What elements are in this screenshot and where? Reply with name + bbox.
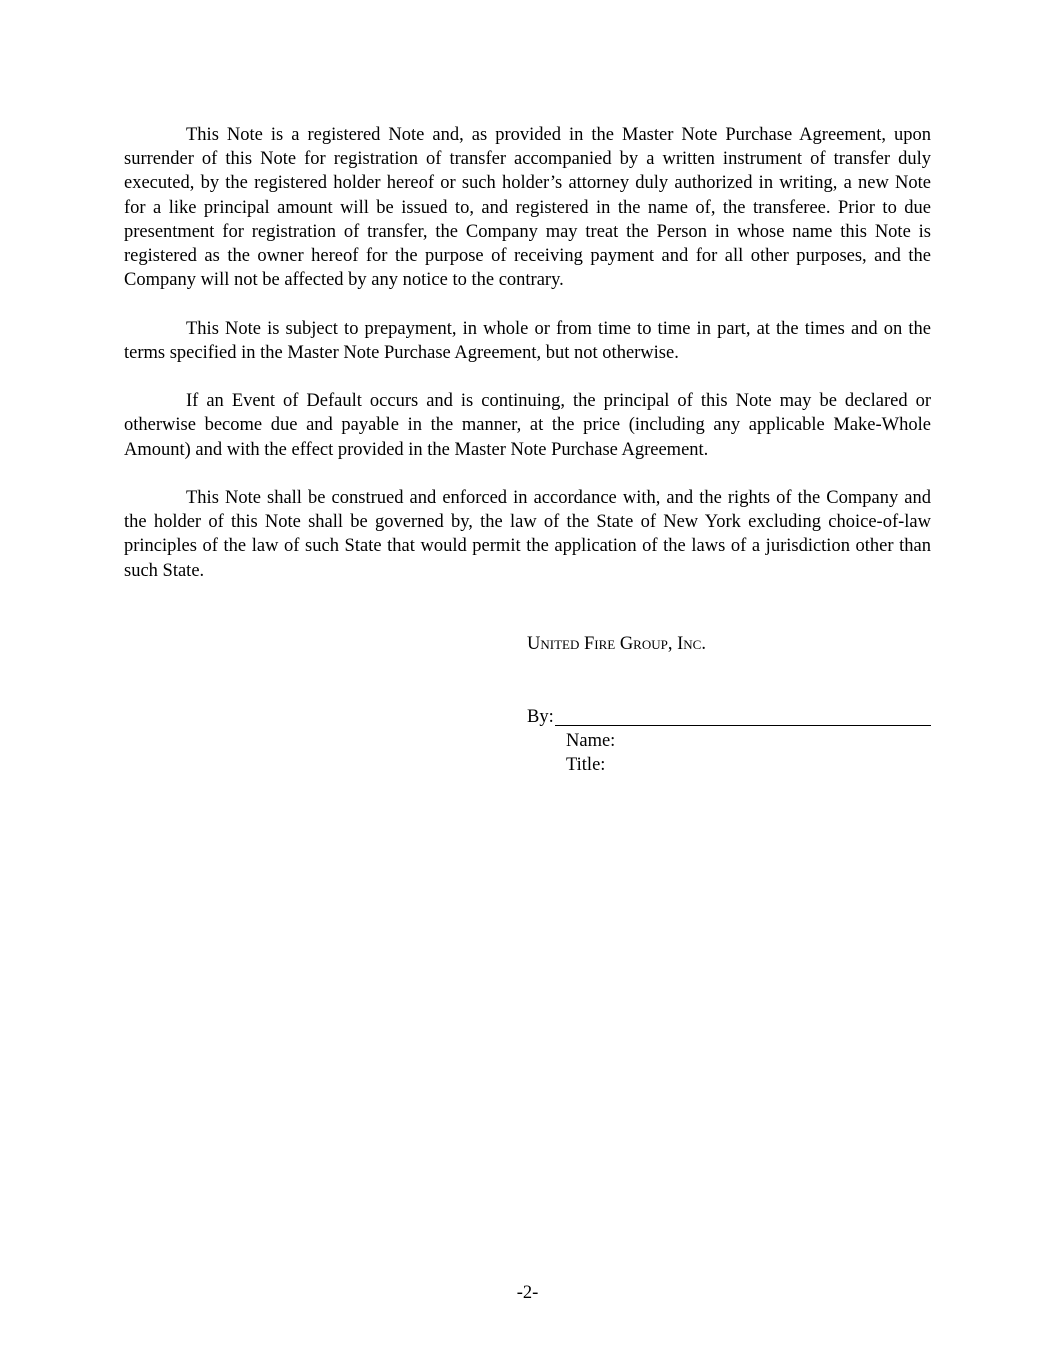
signature-rule bbox=[555, 707, 931, 726]
signature-block bbox=[527, 632, 931, 775]
paragraph-governing-law: This Note shall be construed and enforced in accordance with, and the rights of the Company and the holder of this Note shall be governed by, the law of the State of New York excluding choice-of-law principles of the law of such State that would permit the application of the laws of a jurisdiction other than such State. bbox=[124, 488, 931, 581]
title-label: Title: bbox=[566, 755, 606, 775]
signature-by-line bbox=[527, 705, 931, 729]
page-number: -2- bbox=[516, 1283, 539, 1303]
name-label: Name: bbox=[566, 731, 616, 751]
company-name: United Fire Group, Inc. bbox=[527, 634, 706, 654]
by-label: By: bbox=[527, 707, 554, 727]
paragraph-registration: This Note is a registered Note and, as provided in the Master Note Purchase Agreement, upon surrender of this Note for registration of transfer accompanied by a written instrument of transfer duly executed, by the registered holder hereof or such holder’s attorney duly authorized in writing, a new Note for a like principal amount will be issued to, and registered in the name of, the transferee. Prior to due presentment for registration of transfer, the Company may treat the Person in whose name this Note is registered as the owner hereof for the purpose of receiving payment and for all other purposes, and the Company will not be affected by any notice to the contrary. bbox=[124, 125, 931, 291]
paragraph-event-of-default: If an Event of Default occurs and is continuing, the principal of this Note may be declared or otherwise become due and payable in the manner, at the price (including any applicable Make-Whole Amount) and with the effect provided in the Master Note Purchase Agreement. bbox=[124, 391, 931, 460]
note-body bbox=[124, 123, 931, 607]
paragraph-prepayment: This Note is subject to prepayment, in whole or from time to time in part, at the times and on the terms specified in the Master Note Purchase Agreement, but not otherwise. bbox=[124, 318, 931, 363]
